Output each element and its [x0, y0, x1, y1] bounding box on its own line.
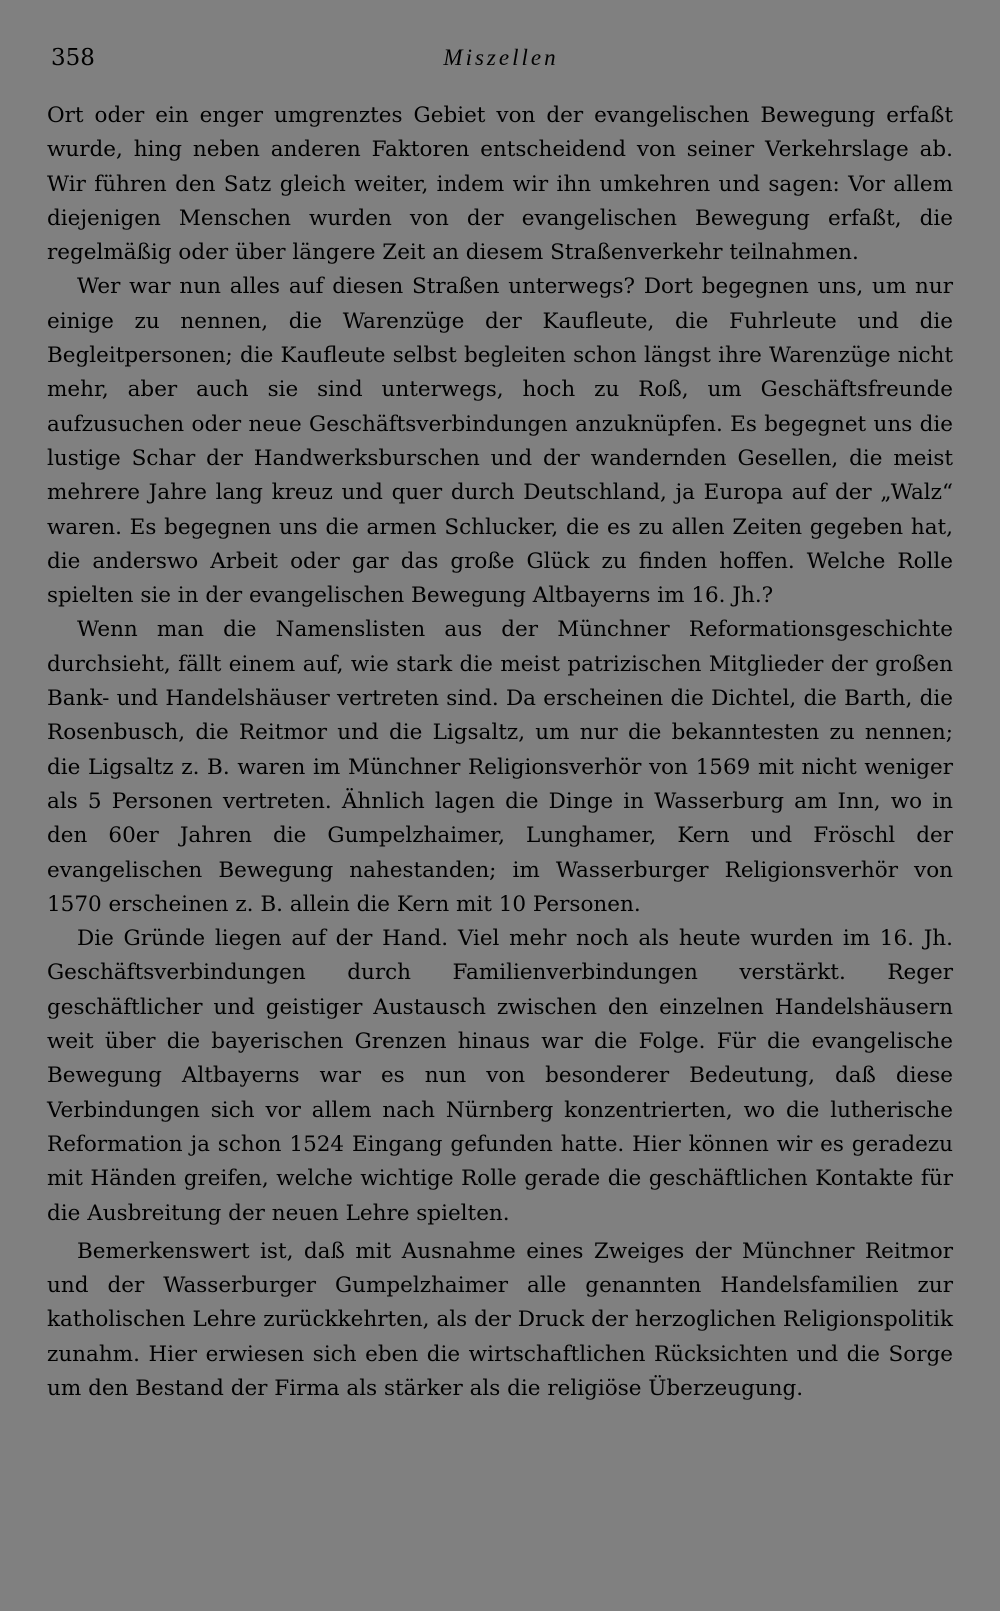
paragraph-1: Ort oder ein enger umgrenztes Gebiet von der evangelischen Bewegung erfaßt wurde, hing neben anderen Faktoren entscheidend von seiner Verkehrslage ab. Wir führen den Satz gleich weiter, indem wir ihn umkehren und sagen: Vor allem diejenigen Menschen wurden von der evangelischen Bewegung erfaßt, die regelmäßig oder über längere Zeit an diesem Straßenverkehr teilnahmen.: [47, 103, 953, 266]
paragraph-3: Wenn man die Namenslisten aus der Münchner Reformationsgeschichte durchsieht, fällt einem auf, wie stark die meist patrizischen Mitglieder der großen Bank- und Handelshäuser vertreten sind. Da erscheinen die Dichtel, die Barth, die Rosenbusch, die Reitmor und die Ligsaltz, um nur die bekanntesten zu nennen; die Ligsaltz z. B. waren im Münchner Religionsverhör von 1569 mit nicht weniger als 5 Personen vertreten. Ähnlich lagen die Dinge in Wasserburg am Inn, wo in den 60er Jahren die Gumpelzhaimer, Lunghamer, Kern und Fröschl der evangelischen Bewegung nahestanden; im Wasserburger Religionsverhör von 1570 erscheinen z. B. allein die Kern mit 10 Personen.: [47, 617, 953, 917]
page-header: [51, 38, 951, 78]
paragraph-2: Wer war nun alles auf diesen Straßen unterwegs? Dort begegnen uns, um nur einige zu nennen, die Warenzüge der Kaufleute, die Fuhrleute und die Begleitpersonen; die Kaufleute selbst begleiten schon längst ihre Warenzüge nicht mehr, aber auch sie sind unterwegs, hoch zu Roß, um Geschäftsfreunde aufzusuchen oder neue Geschäftsverbindungen anzuknüpfen. Es begegnet uns die lustige Schar der Handwerksburschen und der wandernden Gesellen, die meist mehrere Jahre lang kreuz und quer durch Deutschland, ja Europa auf der „Walz“ waren. Es begegnen uns die armen Schlucker, die es zu allen Zeiten gegeben hat, die anderswo Arbeit oder gar das große Glück zu finden hoffen. Welche Rolle spielten sie in der evangelischen Bewegung Altbayerns im 16. Jh.?: [47, 274, 953, 609]
paragraph-4: Die Gründe liegen auf der Hand. Viel mehr noch als heute wurden im 16. Jh. Geschäftsverbindungen durch Familienverbindungen verstärkt. Reger geschäftlicher und geistiger Austausch zwischen den einzelnen Handelshäusern weit über die bayerischen Grenzen hinaus war die Folge. Für die evangelische Bewegung Altbayerns war es nun von besonderer Bedeutung, daß diese Verbindungen sich vor allem nach Nürnberg konzentrierten, wo die lutherische Reformation ja schon 1524 Eingang gefunden hatte. Hier können wir es geradezu mit Händen greifen, welche wichtige Rolle gerade die geschäftlichen Kontakte für die Ausbreitung der neuen Lehre spielten.: [47, 926, 953, 1226]
page-number: 358: [51, 45, 95, 71]
running-head: Miszellen: [443, 45, 559, 70]
paragraph-5: Bemerkenswert ist, daß mit Ausnahme eines Zweiges der Münchner Reitmor und der Wasserburger Gumpelzhaimer alle genannten Handelsfamilien zur katholischen Lehre zurückkehrten, als der Druck der herzoglichen Religionspolitik zunahm. Hier erwiesen sich eben die wirtschaftlichen Rücksichten und die Sorge um den Bestand der Firma als stärker als die religiöse Überzeugung.: [47, 1238, 953, 1401]
body-text: [47, 99, 953, 1406]
